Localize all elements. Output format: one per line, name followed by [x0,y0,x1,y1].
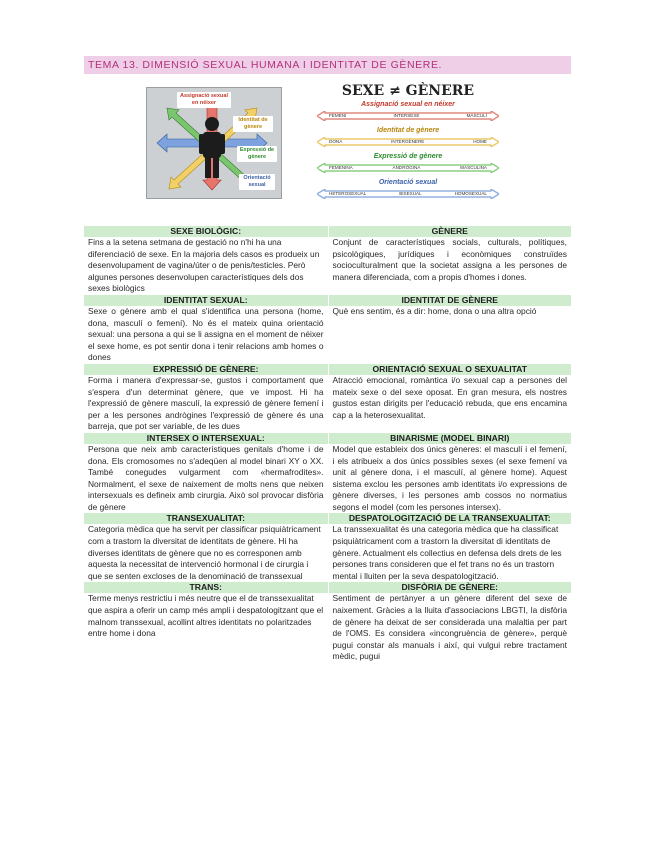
section-heading: IDENTITAT DE GÈNERE [328,295,571,306]
spectrum-arrow-1 [317,137,499,147]
section-heading: TRANS: [84,582,328,593]
spectrum-word: ANDRÒGINA [392,165,421,170]
section-heading: SEXE BIOLÒGIC: [84,226,328,237]
spectrum-label-3: Orientació sexual [378,179,438,186]
page-title: TEMA 13. DIMENSIÓ SEXUAL HUMANA I IDENTITAT DE GÈNERE. [84,56,571,74]
section-heading: DISFÒRIA DE GÈNERE: [328,582,571,593]
spectrum-word: MASCULÍ [466,113,487,118]
definitions-table [84,226,571,663]
section-text: Sexe o gènere amb el qual s'identifica una persona (home, dona, masculí o femení). No és el mateix quina orientació sexual: una persona a qui se li assigna en el moment de néixer el sexe home, es pot sentir dona i tenir relacions amb homes o dones [84,306,328,364]
table-row [84,593,571,663]
spectrum-word: BISEXUAL [399,191,422,196]
spectrum-word: FEMENINA [329,165,353,170]
section-text: Terme menys restrictiu i més neutre que el de transsexualitat que aspira a oferir un camp més ampli i despatologitzant que el malnom transsexual, acollint altres identitats no polaritzades entre home i dona [84,593,328,663]
section-heading: DESPATOLOGITZACIÓ DE LA TRANSEXUALITAT: [328,513,571,524]
spectrum-word: INTERSEXE [393,113,420,118]
table-row [84,306,571,364]
table-header-row [84,226,571,237]
spectrum-arrow-0 [317,111,499,121]
sex-gender-spectrum-figure [313,83,503,201]
table-header-row [84,513,571,524]
spectrum-word: HOME [473,139,487,144]
section-heading: TRANSEXUALITAT: [84,513,328,524]
section-heading: ORIENTACIÓ SEXUAL O SEXUALITAT [328,364,571,375]
label-sexual-orientation: Orientació sexual [239,174,275,190]
spectrum-label-0: Assignació sexual en néixer [361,101,455,108]
spectrum-label-2: Expressió de gènere [373,153,443,160]
section-text: Atracció emocional, romàntica i/o sexual cap a persones del mateix sexe o del sexe oposat. En gran mesura, els nostres gustos estan dirigits per l'educació rebuda, que ens encamina cap a la heterosexualitat. [332,374,567,420]
section-text: Conjunt de característiques socials, culturals, polítiques, psicològiques, jurídiques i econòmiques construïdes socioculturalment que la societat assigna a les persones de manera diferenciada, com a propis d'homes i dones. [332,237,567,282]
spectrum-word: DONA [329,139,343,144]
table-header-row [84,295,571,306]
section-heading: EXPRESSIÓ DE GÈNERE: [84,364,328,375]
spectrum-word: MASCULINA [460,165,487,170]
section-text: Sentiment de pertànyer a un gènere diferent del sexe de naixement. Gràcies a la lluita d'associacions LBGTI, la disfòria de gènere ha deixat de ser considerada una malaltia per part de l'OMS. Es considera «incongruència de gènere», perquè pugui constar als manuals i així, qui vulgui rebre tractament mèdic, pugui [332,593,567,662]
identity-diagram-figure [146,87,282,199]
spectrum-word: FEMENÍ [329,113,347,118]
table-row [84,524,571,582]
spectrum-arrow-3 [317,189,499,199]
section-text: Què ens sentim, és a dir: home, dona o una altra opció [332,305,537,316]
table-header-row [84,582,571,593]
section-text: Categoria mèdica que ha servit per classificar psiquiàtricament com a trastorn la diversitat de identitats de gènere. Hi ha diverses identitats de gènere que no es corresponen amb aquesta la necessitat de intervenció hormonal i de cirurgia i que se senten excloses de la denominació de transsexual [84,524,328,582]
section-text: Forma i manera d'expressar-se, gustos i comportament que s'espera d'un determinat gènere, que ve impost. Hi ha l'expressió de gènere masculí, la expressió de gènere femení i per a les persones andrògines l'expressió de gènere és una barreja, que pot ser variable, de les dues [84,375,328,433]
spectrum-word: HETEROSEXUAL [329,191,367,196]
section-text: Persona que neix amb característiques genitals d'home i de dona. Els cromosomes no s'adeqüen al model binari XY o XX. També conegudes vulgarment com «hermafrodites». Normalment, el sexe de naixement de molts nens que neixen intersexuals es defineix amb cirurgia. Això sol provocar disfòria de gènere [84,444,328,514]
label-gender-identity: Identitat de gènere [233,116,273,132]
section-heading: IDENTITAT SEXUAL: [84,295,328,306]
section-heading: GÈNERE [328,226,571,237]
table-header-row [84,364,571,375]
spectrum-word: INTERGÈNERE [391,139,425,144]
spectrum-arrow-2 [317,163,499,173]
section-text: Model que estableix dos únics gèneres: el masculí i el femení, i els atribueix a dos únics possibles sexes (el sexe femení va unit al gènere dona, i el masculí, al gènere home). Aquest sistema exclou les persones amb identitats i/o expressions de gènere diverses, i les persones amb cossos no normatius segons el model (com les persones intersex). [332,443,567,512]
spectrum-title: SEXE ≠ GÈNERE [341,83,475,99]
section-heading: BINARISME (MODEL BINARI) [328,433,571,444]
label-assigned-sex: Assignació sexual en néixer [177,92,231,108]
section-heading: INTERSEX O INTERSEXUAL: [84,433,328,444]
section-text: La transsexualitat és una categoria mèdica que ha classificat psiquiàtricament com a trastorn la diversitat di identitats de gènere. Actualment els collectius en defensa dels drets de les persones trans consideren que el fet trans no és un trastorn mental i lluiten per la seva despatologització. [332,524,562,581]
section-text: Fins a la setena setmana de gestació no n'hi ha una diferenciació de sexe. En la majoria dels casos es produeix un desenvolupament de vagina/úter o de penis/testicles. Però algunes persones desenvolupen característiques dels dos sexes biològics [84,237,328,295]
table-header-row [84,433,571,444]
label-gender-expression: Expressió de gènere [237,146,277,162]
table-row [84,444,571,514]
spectrum-label-1: Identitat de gènere [376,127,440,134]
spectrum-word: HOMOSEXUAL [454,191,487,196]
table-row [84,375,571,433]
table-row [84,237,571,295]
